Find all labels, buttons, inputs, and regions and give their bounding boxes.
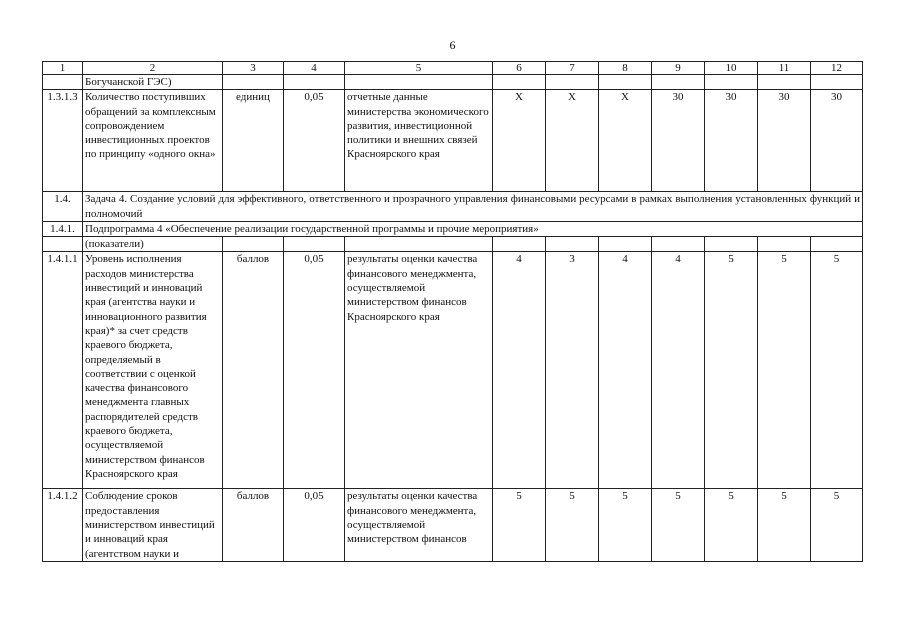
indicator-name: Богучанской ГЭС) — [83, 75, 223, 90]
value-cell: 5 — [811, 252, 863, 489]
table-row — [43, 489, 863, 562]
column-number: 8 — [599, 62, 652, 75]
unit: единиц — [223, 90, 284, 192]
subprogram-row — [43, 221, 863, 236]
column-number: 6 — [493, 62, 546, 75]
page-number: 6 — [449, 38, 456, 52]
value-cell: 4 — [493, 252, 546, 489]
column-number: 10 — [705, 62, 758, 75]
data-source: отчетные данные министерства экономического развития, инвестиционной политики и внешних связей Красноярского края — [345, 90, 493, 192]
value-cell: 5 — [705, 252, 758, 489]
value-cell: 30 — [652, 90, 705, 192]
table-row — [43, 90, 863, 192]
indicators-label-row — [43, 237, 863, 252]
subprogram-title: Подпрограмма 4 «Обеспечение реализации государственной программы и прочие мероприятия» — [83, 221, 863, 236]
indicator-name: Соблюдение сроков предоставления министерством инвестиций и инноваций края (агентством науки и — [83, 489, 223, 562]
value-cell: X — [546, 90, 599, 192]
row-number — [43, 75, 83, 90]
value-cell: 3 — [546, 252, 599, 489]
value-cell: 4 — [652, 252, 705, 489]
continuation-row — [43, 75, 863, 90]
value-cell: 5 — [652, 489, 705, 562]
row-number: 1.3.1.3 — [43, 90, 83, 192]
unit: баллов — [223, 489, 284, 562]
column-number-row — [43, 62, 863, 75]
row-number: 1.4. — [43, 192, 83, 222]
row-number: 1.4.1. — [43, 221, 83, 236]
column-number: 11 — [758, 62, 811, 75]
value-cell: 5 — [758, 252, 811, 489]
data-source: результаты оценки качества финансового менеджмента, осуществляемой министерством финансов Красноярского края — [345, 252, 493, 489]
indicator-name: Количество поступивших обращений за комплексным сопровождением инвестиционных проектов по принципу «одного окна» — [83, 90, 223, 192]
row-number: 1.4.1.2 — [43, 489, 83, 562]
column-number: 3 — [223, 62, 284, 75]
value-cell: 5 — [546, 489, 599, 562]
indicator-name: Уровень исполнения расходов министерства инвестиций и инноваций края (агентства науки и инновационного развития края)* за счет средств краевого бюджета, определяемый в соответствии с оценкой качества финансового менеджмента главных распорядителей средств краевого бюджета, осуществляемой министерством финансов Красноярского края — [83, 252, 223, 489]
column-number: 9 — [652, 62, 705, 75]
task-row — [43, 192, 863, 222]
weight: 0,05 — [284, 252, 345, 489]
weight: 0,05 — [284, 489, 345, 562]
value-cell: X — [493, 90, 546, 192]
weight: 0,05 — [284, 90, 345, 192]
value-cell: 5 — [811, 489, 863, 562]
task-title: Задача 4. Создание условий для эффективного, ответственного и прозрачного управления финансовыми ресурсами в рамках выполнения установленных функций и полномочий — [83, 192, 863, 222]
indicators-label: (показатели) — [83, 237, 223, 252]
data-source: результаты оценки качества финансового менеджмента, осуществляемой министерством финансов — [345, 489, 493, 562]
column-number: 7 — [546, 62, 599, 75]
value-cell: X — [599, 90, 652, 192]
value-cell: 5 — [758, 489, 811, 562]
value-cell: 5 — [599, 489, 652, 562]
row-number: 1.4.1.1 — [43, 252, 83, 489]
table-row — [43, 252, 863, 489]
value-cell: 30 — [758, 90, 811, 192]
value-cell: 30 — [705, 90, 758, 192]
column-number: 2 — [83, 62, 223, 75]
value-cell: 5 — [493, 489, 546, 562]
column-number: 4 — [284, 62, 345, 75]
indicators-table — [42, 61, 863, 562]
column-number: 12 — [811, 62, 863, 75]
column-number: 1 — [43, 62, 83, 75]
value-cell: 5 — [705, 489, 758, 562]
column-number: 5 — [345, 62, 493, 75]
unit: баллов — [223, 252, 284, 489]
value-cell: 4 — [599, 252, 652, 489]
value-cell: 30 — [811, 90, 863, 192]
